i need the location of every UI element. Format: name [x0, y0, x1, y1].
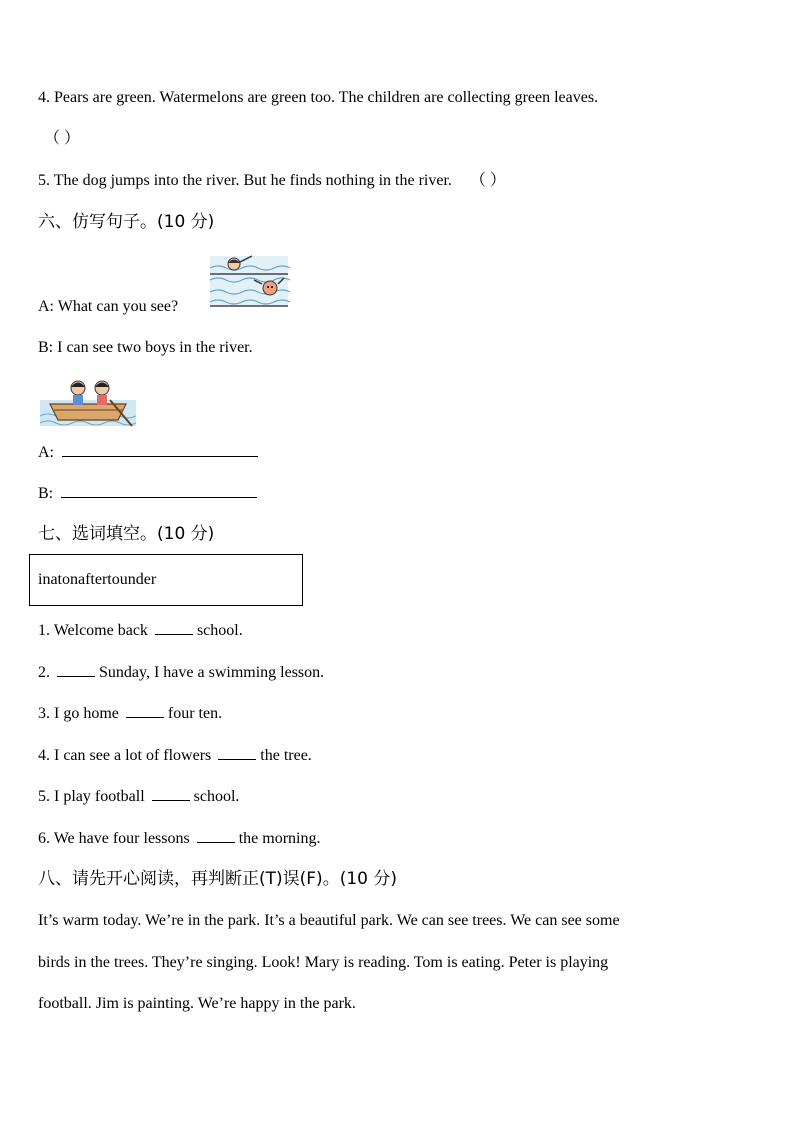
fill-item-6: [38, 828, 320, 849]
fill-item-text: Sunday, I have a swimming lesson.: [99, 664, 325, 681]
fill-blank[interactable]: [218, 745, 256, 760]
passage-line-2: birds in the trees. They’re singing. Look! Mary is reading. Tom is eating. Peter is playing: [38, 954, 609, 971]
word-bank-box: [29, 554, 303, 606]
question-5: [38, 171, 506, 191]
fill-blank[interactable]: [57, 662, 95, 677]
fill-item-text: the tree.: [260, 747, 312, 764]
qa-line-b2: [38, 483, 257, 504]
answer-parens[interactable]: （ ）: [44, 130, 81, 147]
question-5-text: 5. The dog jumps into the river. But he finds nothing in the river.: [38, 172, 452, 189]
fill-blank[interactable]: [152, 786, 190, 801]
fill-item-text: school.: [196, 622, 243, 639]
fill-item-text: 1. Welcome back: [38, 622, 148, 639]
qa-line-b1: B: I can see two boys in the river.: [38, 339, 253, 356]
qa-label-a: A:: [38, 444, 54, 461]
section-8-heading: 八、请先开心阅读，再判断正(T)误(F)。(10 分): [38, 869, 397, 889]
section-7-heading: 七、选词填空。(10 分): [38, 524, 215, 544]
swimming-kids-image: [208, 250, 290, 312]
answer-parens[interactable]: （ ）: [469, 172, 506, 189]
fill-item-2: [38, 662, 324, 683]
word-bank-text: inatonaftertounder: [38, 571, 157, 588]
fill-item-text: 4. I can see a lot of flowers: [38, 747, 212, 764]
fill-item-1: [38, 620, 243, 641]
qa-line-a1: A: What can you see?: [38, 298, 179, 315]
qa-line-a2: [38, 442, 258, 463]
fill-item-5: [38, 786, 239, 807]
section-6-heading: 六、仿写句子。(10 分): [38, 212, 215, 232]
answer-blank-b[interactable]: [61, 483, 257, 498]
answer-blank-a[interactable]: [62, 442, 258, 457]
question-4-answer-parens: [44, 129, 80, 149]
question-4-text: 4. Pears are green. Watermelons are green too. The children are collecting green leaves.: [38, 89, 599, 106]
fill-blank[interactable]: [197, 828, 235, 843]
fill-item-text: school.: [193, 788, 240, 805]
fill-blank[interactable]: [126, 703, 164, 718]
passage-line-1: It’s warm today. We’re in the park. It’s a beautiful park. We can see trees. We can see some: [38, 912, 620, 929]
fill-item-text: 5. I play football: [38, 788, 145, 805]
qa-label-b: B:: [38, 485, 54, 502]
fill-item-4: [38, 745, 312, 766]
fill-blank[interactable]: [155, 620, 193, 635]
fill-item-3: [38, 703, 222, 724]
fill-item-text: four ten.: [167, 705, 223, 722]
fill-item-text: 6. We have four lessons: [38, 830, 190, 847]
passage-line-3: football. Jim is painting. We’re happy in the park.: [38, 995, 356, 1012]
fill-item-text: 3. I go home: [38, 705, 119, 722]
question-4: [38, 88, 598, 108]
boat-kids-image: [40, 376, 136, 428]
fill-item-text: 2.: [38, 664, 50, 681]
fill-item-text: the morning.: [238, 830, 321, 847]
